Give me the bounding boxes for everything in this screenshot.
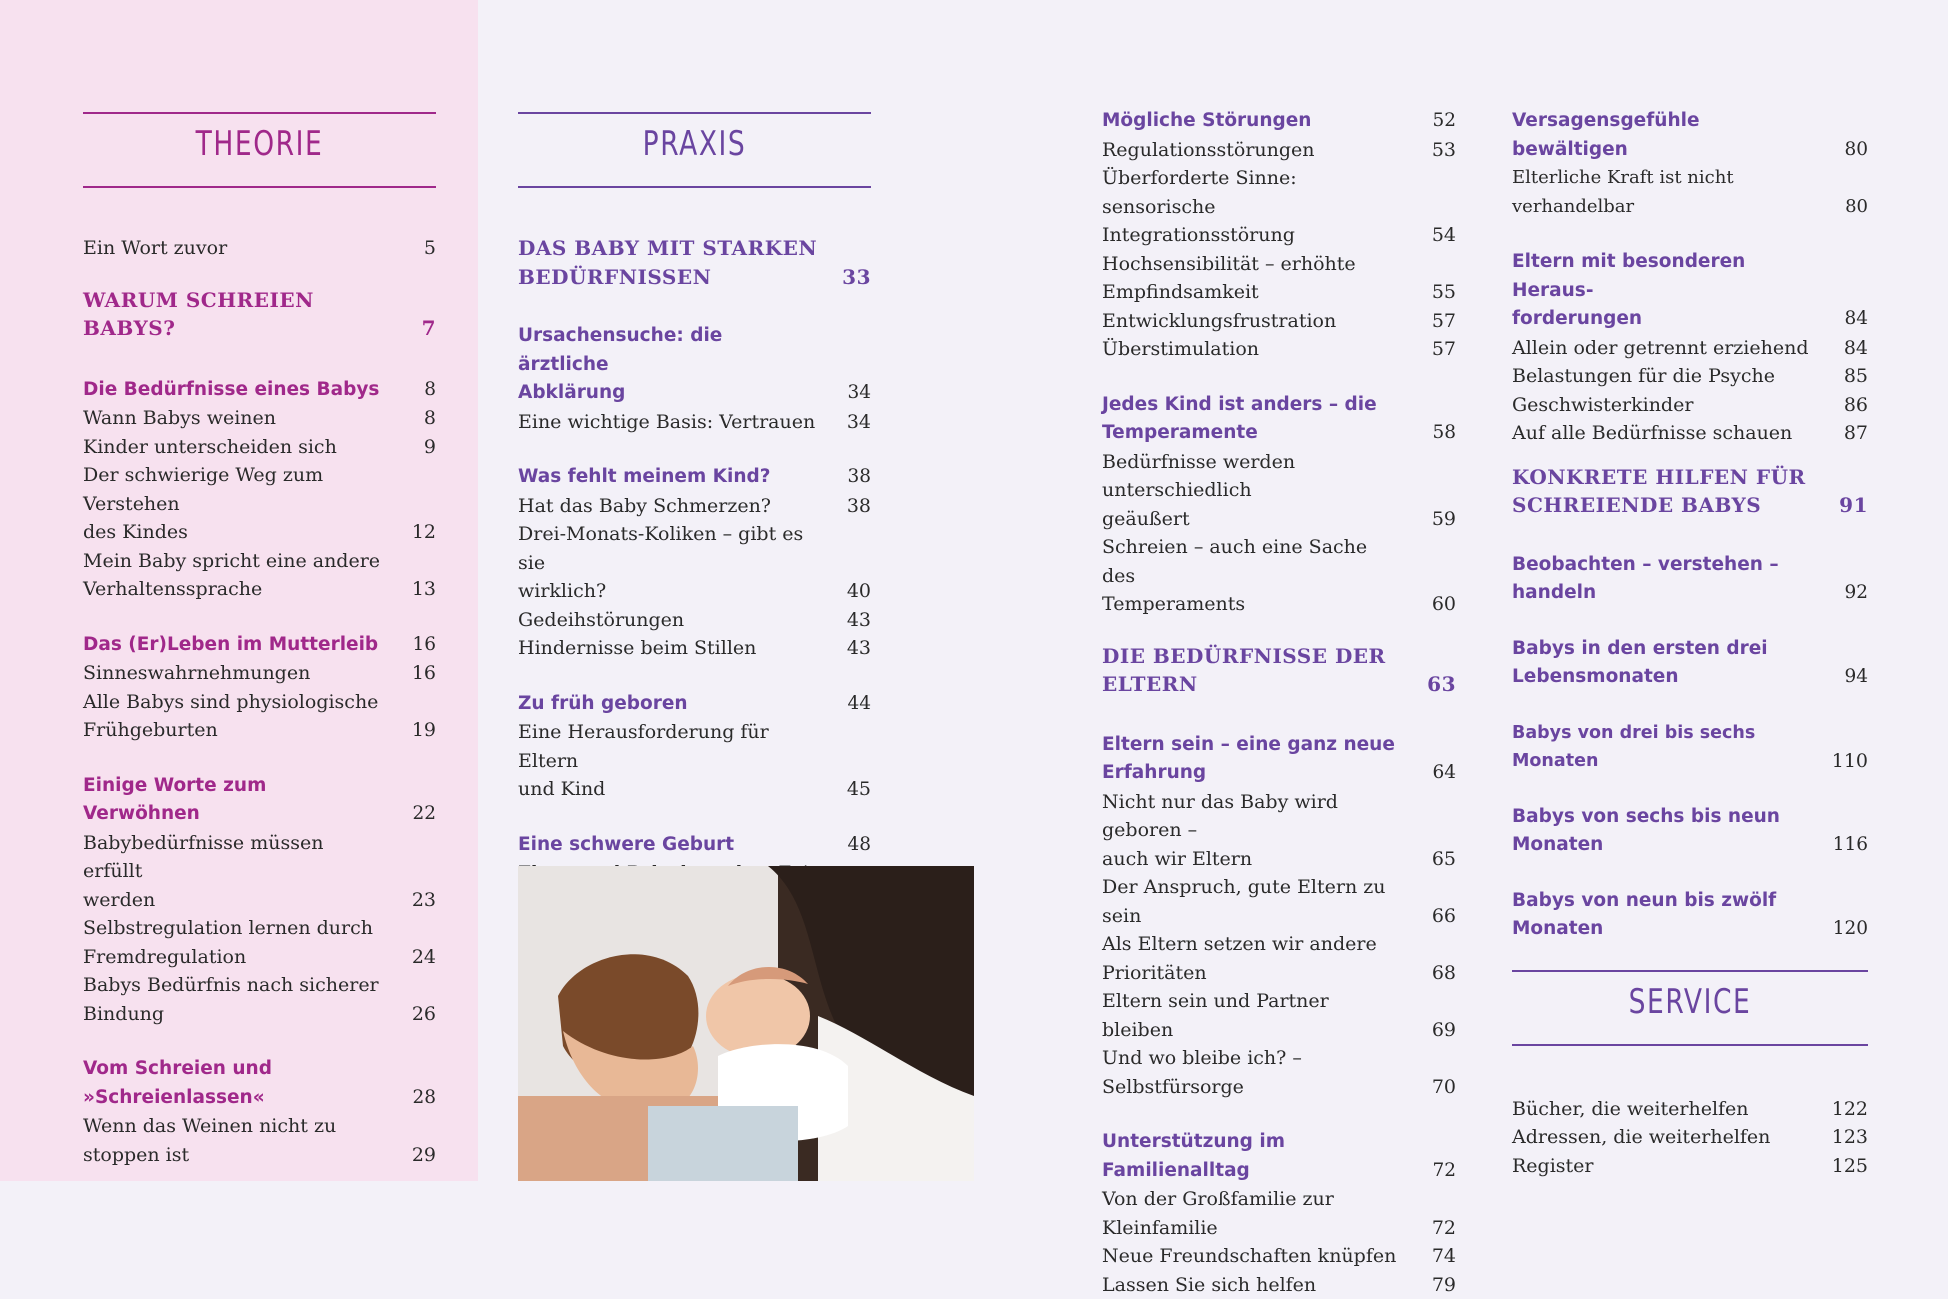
toc-section[interactable]: Zu früh geboren 44 (518, 690, 871, 719)
toc-entry[interactable]: Der Anspruch, gute Eltern zu sein 66 (1102, 873, 1456, 930)
toc-entry[interactable]: Hindernisse beim Stillen 43 (518, 634, 871, 663)
toc-entry[interactable]: Von der Großfamilie zur Kleinfamilie 72 (1102, 1185, 1456, 1242)
praxis-heading: PRAXIS (518, 112, 871, 204)
toc-entry[interactable]: Selbstregulation lernen durch Fremdregulation 24 (83, 914, 436, 971)
praxis-column-1 (518, 112, 871, 916)
toc-chapter[interactable]: DIE BEDÜRFNISSE DER ELTERN 63 (1102, 642, 1456, 699)
toc-entry[interactable]: Hochsensibilität – erhöhte Empfindsamkeit 55 (1102, 250, 1456, 307)
toc-entry[interactable]: Babys Bedürfnis nach sicherer Bindung 26 (83, 971, 436, 1028)
toc-section[interactable]: Beobachten – verstehen – handeln 92 (1512, 551, 1868, 608)
toc-section[interactable]: Unterstützung im Familienalltag 72 (1102, 1128, 1456, 1185)
toc-entry[interactable]: Und wo bleibe ich? – Selbstfürsorge 70 (1102, 1044, 1456, 1101)
toc-section[interactable]: Babys von sechs bis neun Monaten 116 (1512, 803, 1868, 860)
toc-entry[interactable]: Bedürfnisse werden unterschiedlich geäußert 59 (1102, 448, 1456, 534)
toc-entry[interactable]: Babybedürfnisse müssen erfüllt werden 23 (83, 829, 436, 915)
toc-entry[interactable]: Eltern sein und Partner bleiben 69 (1102, 987, 1456, 1044)
toc-section[interactable]: Mögliche Störungen 52 (1102, 107, 1456, 136)
toc-section[interactable]: Was fehlt meinem Kind? 38 (518, 463, 871, 492)
toc-chapter[interactable]: KONKRETE HILFEN FÜR SCHREIENDE BABYS 91 (1512, 463, 1868, 520)
toc-section[interactable]: Eltern mit besonderen Heraus- forderungen 84 (1512, 248, 1868, 334)
toc-section[interactable]: Versagensgefühle bewältigen 80 (1512, 107, 1868, 164)
toc-section[interactable]: Eine schwere Geburt 48 (518, 831, 871, 860)
toc-entry[interactable]: Allein oder getrennt erziehend 84 (1512, 334, 1868, 363)
toc-entry[interactable]: Überstimulation 57 (1102, 335, 1456, 364)
photo-child-with-baby (518, 866, 974, 1181)
toc-entry[interactable]: Sinneswahrnehmungen 16 (83, 659, 436, 688)
toc-entry[interactable]: Belastungen für die Psyche 85 (1512, 362, 1868, 391)
toc-entry[interactable]: Überforderte Sinne: sensorische Integrationsstörung 54 (1102, 164, 1456, 250)
toc-entry[interactable]: Kinder unterscheiden sich 9 (83, 433, 436, 462)
toc-entry[interactable]: Elterliche Kraft ist nicht verhandelbar 80 (1512, 164, 1868, 221)
service-heading: SERVICE (1512, 970, 1868, 1062)
toc-entry[interactable]: Drei-Monats-Koliken – gibt es sie wirklich? 40 (518, 520, 871, 606)
toc-entry[interactable]: Wann Babys weinen 8 (83, 404, 436, 433)
toc-entry[interactable]: Regulationsstörungen 53 (1102, 136, 1456, 165)
toc-entry[interactable]: Eine Herausforderung für Eltern und Kind 45 (518, 718, 871, 804)
toc-entry[interactable]: Eine wichtige Basis: Vertrauen 34 (518, 408, 871, 437)
toc-chapter[interactable]: DAS BABY MIT STARKEN BEDÜRFNISSEN 33 (518, 234, 871, 291)
photo-illustration (518, 866, 974, 1181)
toc-section[interactable]: Eltern sein – eine ganz neue Erfahrung 64 (1102, 731, 1456, 788)
toc-entry[interactable]: Gedeihstörungen 43 (518, 606, 871, 635)
toc-section[interactable]: Jedes Kind ist anders – die Temperamente 58 (1102, 391, 1456, 448)
toc-entry[interactable]: Auf alle Bedürfnisse schauen 87 (1512, 419, 1868, 448)
toc-entry[interactable]: Neue Freundschaften knüpfen 74 (1102, 1242, 1456, 1271)
theorie-column (83, 112, 436, 1169)
toc-section[interactable]: Babys in den ersten drei Lebensmonaten 94 (1512, 635, 1868, 692)
toc-entry[interactable]: Als Eltern setzen wir andere Prioritäten 68 (1102, 930, 1456, 987)
toc-entry[interactable]: Adressen, die weiterhelfen 123 (1512, 1123, 1868, 1152)
toc-entry[interactable]: Ein Wort zuvor 5 (83, 234, 436, 263)
toc-section[interactable]: Das (Er)Leben im Mutterleib 16 (83, 631, 436, 660)
toc-entry[interactable]: Geschwisterkinder 86 (1512, 391, 1868, 420)
toc-entry[interactable]: Lassen Sie sich helfen 79 (1102, 1271, 1456, 1299)
toc-entry[interactable]: Wenn das Weinen nicht zu stoppen ist 29 (83, 1112, 436, 1169)
toc-entry[interactable]: Bücher, die weiterhelfen 122 (1512, 1095, 1868, 1124)
praxis-column-2 (1102, 107, 1456, 1299)
toc-section[interactable]: Babys von neun bis zwölf Monaten 120 (1512, 887, 1868, 944)
toc-chapter[interactable]: WARUM SCHREIEN BABYS? 7 (83, 286, 436, 343)
praxis-column-3 (1512, 107, 1868, 1180)
toc-entry[interactable]: Hat das Baby Schmerzen? 38 (518, 492, 871, 521)
theorie-heading: THEORIE (83, 112, 436, 204)
toc-entry[interactable]: Alle Babys sind physiologische Frühgeburten 19 (83, 688, 436, 745)
toc-entry[interactable]: Mein Baby spricht eine andere Verhaltenssprache 13 (83, 547, 436, 604)
toc-section[interactable]: Babys von drei bis sechs Monaten 110 (1512, 719, 1868, 776)
toc-section[interactable]: Ursachensuche: die ärztliche Abklärung 34 (518, 322, 871, 408)
toc-entry[interactable]: Schreien – auch eine Sache des Temperaments 60 (1102, 533, 1456, 619)
toc-section[interactable]: Einige Worte zum Verwöhnen 22 (83, 772, 436, 829)
toc-entry[interactable]: Nicht nur das Baby wird geboren – auch wir Eltern 65 (1102, 788, 1456, 874)
toc-entry[interactable]: Entwicklungsfrustration 57 (1102, 307, 1456, 336)
toc-entry[interactable]: Der schwierige Weg zum Verstehen des Kindes 12 (83, 461, 436, 547)
toc-section[interactable]: Die Bedürfnisse eines Babys 8 (83, 376, 436, 405)
toc-entry[interactable]: Register 125 (1512, 1152, 1868, 1181)
toc-section[interactable]: Vom Schreien und »Schreienlassen« 28 (83, 1055, 436, 1112)
